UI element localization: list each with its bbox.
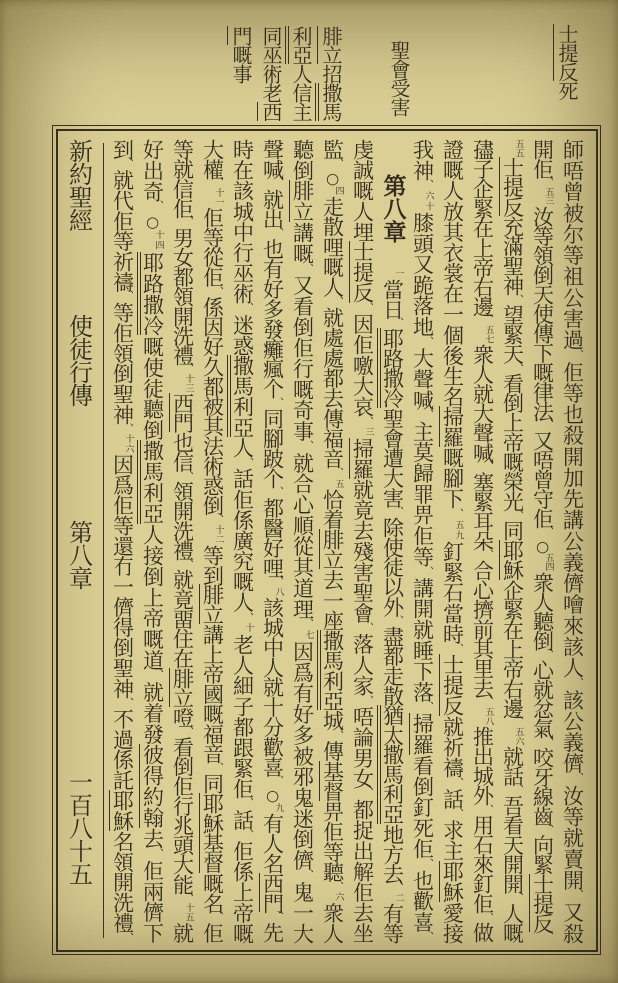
punctuation: 、 <box>541 176 555 187</box>
text-run: 因爲有好多被邪鬼迷倒儕、鬼一大 <box>290 640 315 942</box>
text-run: 愛接 <box>440 901 465 942</box>
text-run: 名領開洗禮、 <box>110 830 135 941</box>
person-name: 西門 <box>260 872 285 913</box>
place-name: 撒馬 <box>315 83 343 121</box>
text-run: 聲喊、就出、也有好多發癱瘋个、同腳跛个、都醫好哩、 <box>260 138 285 586</box>
text-run: 聖會受害 <box>387 40 411 116</box>
punctuation: 、 <box>211 177 225 188</box>
text-run: 畀佢等聽、 <box>320 801 345 892</box>
person-name: 耶穌 <box>500 540 525 580</box>
text-column-8 <box>348 139 378 942</box>
person-name: 士提反 <box>350 241 375 304</box>
verse-number: 五四 <box>543 553 554 573</box>
punctuation: 、 <box>271 177 285 188</box>
text-run: 有等 <box>380 902 405 942</box>
punctuation: 、 <box>541 931 555 941</box>
text-run: 城、傳 <box>320 710 345 761</box>
punctuation: 、 <box>151 669 165 681</box>
verse-number: 五九 <box>453 519 464 541</box>
text-run: 就話、吾看天開開、人嘅 <box>500 745 525 942</box>
verse-number: 十三 <box>183 374 194 393</box>
punctuation: 、 <box>331 467 345 478</box>
text-column-11 <box>258 139 288 942</box>
text-run: 該城中人就十分歡喜、○ <box>260 596 285 803</box>
text-column-15 <box>138 139 168 942</box>
margin-note-column <box>256 26 286 121</box>
punctuation: 、 <box>421 409 435 421</box>
punctuation: 、 <box>391 317 405 328</box>
punctuation: 、 <box>271 396 285 407</box>
margin-note-column <box>552 24 582 100</box>
text-run: 地方去、 <box>380 823 405 893</box>
place-name: 撒馬利亞 <box>137 440 165 524</box>
margin-note-church-persecuted <box>384 40 414 116</box>
punctuation: 、 <box>481 911 495 922</box>
text-run: 好出奇、○ <box>140 138 165 231</box>
punctuation: 、 <box>151 847 165 859</box>
punctuation: 、 <box>181 892 195 903</box>
text-column-13 <box>198 139 228 942</box>
text-column-6 <box>408 139 438 942</box>
text-column-14 <box>168 139 198 942</box>
person-name: 士提反 <box>530 873 555 933</box>
person-name: 腓立 <box>290 180 315 222</box>
text-run: 釘緊石當時、 <box>440 540 465 654</box>
text-run: 充滿聖神、望緊天、看倒上帝嘅榮光、同 <box>500 216 525 541</box>
text-run: 師唔曾被尔等祖公害過、佢等也殺開加先講公義儕噲來該人、該公義儕、汝等就賣開、又殺 <box>560 138 585 942</box>
verse-number: 二 <box>393 893 404 903</box>
punctuation: 、 <box>421 701 435 713</box>
person-name: 士提反 <box>440 654 465 716</box>
punctuation: 、 <box>541 526 555 536</box>
punctuation: 、 <box>511 294 525 304</box>
verse-number: 十四 <box>153 230 164 252</box>
text-column-3 <box>498 139 528 942</box>
punctuation: 、 <box>121 290 135 301</box>
place-name: 撒馬利亞 <box>317 630 345 711</box>
text-run: 死 <box>555 81 579 100</box>
punctuation: 、 <box>451 776 465 788</box>
text-run: 開佢、 <box>530 138 555 187</box>
verse-number: 四 <box>333 186 344 196</box>
text-run: 看倒釘死佢、也歡喜、 <box>410 754 435 941</box>
punctuation: 、 <box>301 618 315 629</box>
verse-number: 十五 <box>183 903 194 923</box>
place-name: 耶路撒冷 <box>377 328 405 407</box>
text-run: 當日、 <box>380 278 405 328</box>
punctuation: 、 <box>331 729 345 740</box>
text-run: 孻子企緊在上帝右邊、 <box>470 138 495 325</box>
person-name: 腓立 <box>320 528 345 570</box>
margin-note-column <box>384 40 414 116</box>
text-run: 、先 <box>260 911 285 942</box>
text-run: 聽倒 <box>290 138 315 181</box>
sidebar-column <box>59 139 99 942</box>
text-run: 人信主 <box>289 64 313 121</box>
text-run: 有人名 <box>260 812 285 873</box>
punctuation: 、 <box>331 881 345 892</box>
text-run: 、因佢噭大哀、 <box>350 302 375 427</box>
punctuation: 、 <box>421 336 435 347</box>
punctuation: 、 <box>271 486 285 497</box>
punctuation: 、 <box>361 302 375 313</box>
text-run: 我神、 <box>410 138 435 190</box>
verse-number: 十一 <box>213 188 224 208</box>
text-run: 去一座 <box>320 569 345 630</box>
punctuation: 、 <box>211 514 225 525</box>
text-column-1 <box>558 139 588 942</box>
person-name: 掃羅 <box>440 406 465 448</box>
punctuation: 、 <box>511 716 525 726</box>
punctuation: 、 <box>241 828 255 840</box>
punctuation: 、 <box>271 227 285 238</box>
text-run: 恰着 <box>320 488 345 529</box>
person-name: 基督 <box>320 760 345 802</box>
margin-note-philip-samaria <box>226 26 346 121</box>
verse-number: 九 <box>273 802 284 813</box>
sidebar-divider-rule <box>103 143 104 938</box>
text-run: 去、佢兩儕下 <box>140 827 165 942</box>
section-circle: ○ <box>143 212 162 231</box>
punctuation: 、 <box>241 457 255 468</box>
punctuation: 、 <box>511 509 525 520</box>
verse-number: 五 <box>333 478 344 489</box>
page-frame-inner <box>56 129 598 952</box>
person-name: 耶穌 <box>110 790 135 831</box>
punctuation: 、 <box>181 216 195 226</box>
punctuation: 、 <box>301 262 315 274</box>
verse-number: 十二 <box>213 525 224 545</box>
person-name: 掃羅 <box>410 713 435 755</box>
verse-number: 七 <box>303 629 314 641</box>
text-columns <box>108 139 588 942</box>
place-name: 猶太 <box>377 705 405 745</box>
text-run: 使徒行傳 <box>64 313 93 406</box>
text-run: 膝頭又跪落地、大聲喊、主莫歸罪畀佢等、講開就睡下落、 <box>410 212 435 713</box>
person-name: 士提反 <box>500 157 525 217</box>
text-run: 到、就代佢等祈禱、等佢領倒聖神、 <box>110 138 135 433</box>
punctuation: 、 <box>511 891 525 902</box>
punctuation: 、 <box>121 422 135 433</box>
punctuation: 、 <box>271 911 285 922</box>
punctuation: 、 <box>301 440 315 452</box>
person-name: 約翰 <box>140 786 165 828</box>
punctuation: 、 <box>541 649 555 659</box>
punctuation: 、 <box>421 179 435 190</box>
verse-number: 三 <box>363 427 374 438</box>
punctuation: 、 <box>571 772 585 784</box>
text-run: 嘅事 <box>229 45 253 83</box>
punctuation: 、 <box>121 697 135 708</box>
text-run: 汝等領倒天使傳下嘅律法、又唔曾守佢、○ <box>530 205 555 554</box>
text-run: 噔、看倒佢行兆頭大能、 <box>170 707 195 903</box>
punctuation: 、 <box>451 807 465 819</box>
verse-number: 五三 <box>543 187 554 206</box>
punctuation: 、 <box>481 696 495 707</box>
text-run: 衆人聽倒、心就忿氣、咬牙線齒、向緊 <box>530 572 555 874</box>
punctuation: 、 <box>241 611 255 623</box>
text-run: 佢等從佢、係因好久都被其法術惑倒、 <box>200 207 225 525</box>
verse-number: 五五 <box>513 138 524 158</box>
punctuation: 、 <box>391 614 405 625</box>
text-column-10 <box>288 139 318 942</box>
text-run: 走散哩嘅人、就處處都去傳福音、 <box>320 196 345 478</box>
text-run: 就 <box>170 922 195 942</box>
text-run: 時在該城中行巫術、迷惑 <box>230 138 255 356</box>
verse-number: 一 <box>393 268 404 279</box>
punctuation: 、 <box>151 200 165 212</box>
page-frame <box>52 125 601 955</box>
punctuation: 、 <box>481 460 495 471</box>
text-run: 講嘅、又看倒佢行嘅奇事、就合心順從其道理、 <box>290 221 315 629</box>
section-circle: ○ <box>533 536 552 554</box>
punctuation: 、 <box>451 508 465 519</box>
person-name: 掃羅 <box>350 437 375 479</box>
verse-number: 五八 <box>483 707 494 727</box>
text-run: 也信、領開洗禮、就竟畱住在 <box>170 432 195 668</box>
text-run: 監、○ <box>320 138 345 187</box>
text-run: 招 <box>319 64 343 83</box>
text-column-4 <box>468 139 498 942</box>
punctuation: 、 <box>211 285 225 296</box>
punctuation: 、 <box>181 558 195 569</box>
punctuation: 、 <box>481 549 495 559</box>
punctuation: 、 <box>361 787 375 799</box>
punctuation: 、 <box>421 931 435 941</box>
verse-number: 五六 <box>513 726 524 746</box>
text-run: 大權、 <box>200 138 225 188</box>
text-column-2 <box>528 139 558 942</box>
text-column-12 <box>228 139 258 942</box>
punctuation: 、 <box>241 302 255 313</box>
punctuation: 、 <box>421 565 435 577</box>
punctuation: 、 <box>301 869 315 880</box>
punctuation: 、 <box>271 775 285 786</box>
punctuation: 、 <box>121 157 135 169</box>
section-circle: ○ <box>323 168 342 187</box>
person-name: 耶穌 <box>440 860 465 902</box>
text-run: 嘅名、佢 <box>200 872 225 942</box>
margin-note-column <box>316 26 346 121</box>
text-run: 企緊在上帝右邊、 <box>500 579 525 726</box>
place-name: 耶路撒冷 <box>137 252 165 336</box>
text-run: 因爲佢等還冇一儕得倒聖神、不過係託 <box>110 454 135 791</box>
verse-number: 八 <box>273 586 284 597</box>
text-column-7 <box>378 139 408 942</box>
punctuation: 、 <box>121 931 135 941</box>
text-run: 虔誠嘅人埋 <box>350 138 375 242</box>
margin-note-stephen-death <box>552 24 582 100</box>
person-name: 耶穌基督 <box>200 793 225 873</box>
text-run: 講上帝國嘅福音、同 <box>200 624 225 794</box>
place-name: 利亞 <box>285 26 313 64</box>
text-run: 一百八十五 <box>64 769 93 885</box>
person-name: 士提反 <box>555 24 579 81</box>
text-column-16 <box>108 139 138 942</box>
margin-note-column <box>286 26 316 121</box>
text-run: 就竟去殘害聖會、落人家、唔論男女、都捉出解佢去坐 <box>350 478 375 942</box>
text-column-9 <box>318 139 348 942</box>
punctuation: 、 <box>511 784 525 794</box>
person-name: 腓立 <box>200 584 225 625</box>
verse-number: 六 <box>333 892 344 903</box>
punctuation: 、 <box>421 857 435 869</box>
punctuation: 、 <box>271 576 285 586</box>
punctuation: 、 <box>541 736 555 747</box>
text-run: 新約聖經 <box>64 138 93 231</box>
punctuation: 、 <box>481 314 495 325</box>
person-name: 西門 <box>170 392 195 433</box>
text-run: 推出城外、用石來釘佢、做 <box>470 726 495 942</box>
text-run <box>531 932 555 941</box>
text-run: 衆人 <box>320 902 345 942</box>
person-name: 西 <box>259 102 283 121</box>
punctuation: 、 <box>181 363 195 374</box>
person-name: 彼得 <box>140 744 165 787</box>
margin-note-column <box>226 26 256 121</box>
text-run: 等到 <box>200 544 225 585</box>
person-name: 腓立 <box>319 26 343 64</box>
punctuation: 、 <box>211 762 225 773</box>
verse-number: 六十 <box>423 190 434 213</box>
text-run: 等就信佢、男女都領開洗禮、 <box>170 138 195 374</box>
punctuation: 、 <box>211 911 225 922</box>
punctuation: 、 <box>571 889 585 901</box>
section-circle: ○ <box>263 786 282 803</box>
text-run: 第八章 <box>64 519 93 589</box>
punctuation: 、 <box>361 622 375 633</box>
text-run: 衆人就大聲喊、塞緊耳朵、合心擠前其里去、 <box>470 343 495 707</box>
place-name: 撒馬利亞 <box>227 355 255 437</box>
punctuation: 、 <box>571 676 585 688</box>
text-run: 聖會遭大害、除使徒以外、盡都走散 <box>380 407 405 705</box>
text-run: 人、話佢係廣究嘅人、 <box>230 437 255 623</box>
text-run: 證嘅人放其衣裳在一個後生名 <box>440 138 465 407</box>
punctuation: 、 <box>571 348 585 360</box>
verse-number: 十六 <box>123 434 134 455</box>
chapter-heading: 第八章 <box>379 172 407 243</box>
punctuation: 、 <box>181 725 195 736</box>
verse-number: 五七 <box>483 325 494 344</box>
verse-number: 十 <box>243 623 254 634</box>
text-column-5 <box>438 139 468 942</box>
punctuation: 、 <box>331 295 345 307</box>
person-name: 門 <box>229 26 253 45</box>
punctuation: 、 <box>541 824 555 834</box>
text-run: 嘅腳下、 <box>440 447 465 519</box>
punctuation: 、 <box>391 882 405 893</box>
text-run: 嘅使徒聽倒 <box>140 335 165 441</box>
punctuation: 、 <box>361 415 375 427</box>
place-name: 撒馬利亞 <box>377 744 405 823</box>
punctuation: 、 <box>481 803 495 814</box>
punctuation: 、 <box>541 419 555 429</box>
page-content <box>64 139 588 942</box>
text-run: 人接倒上帝嘅道、就着發 <box>140 523 165 745</box>
punctuation: 、 <box>181 470 195 481</box>
text-run: 就祈禱、話、求主 <box>440 715 465 861</box>
punctuation: 、 <box>451 642 465 654</box>
text-run: 老人細子都跟緊佢、話、佢係上帝嘅 <box>230 633 255 942</box>
text-run: 同巫術老 <box>259 26 283 102</box>
punctuation: 、 <box>511 362 525 373</box>
punctuation: 、 <box>391 505 405 516</box>
person-name: 腓立 <box>170 667 195 708</box>
punctuation: 、 <box>361 694 375 706</box>
punctuation: 、 <box>241 797 255 809</box>
punctuation: 、 <box>331 157 345 168</box>
